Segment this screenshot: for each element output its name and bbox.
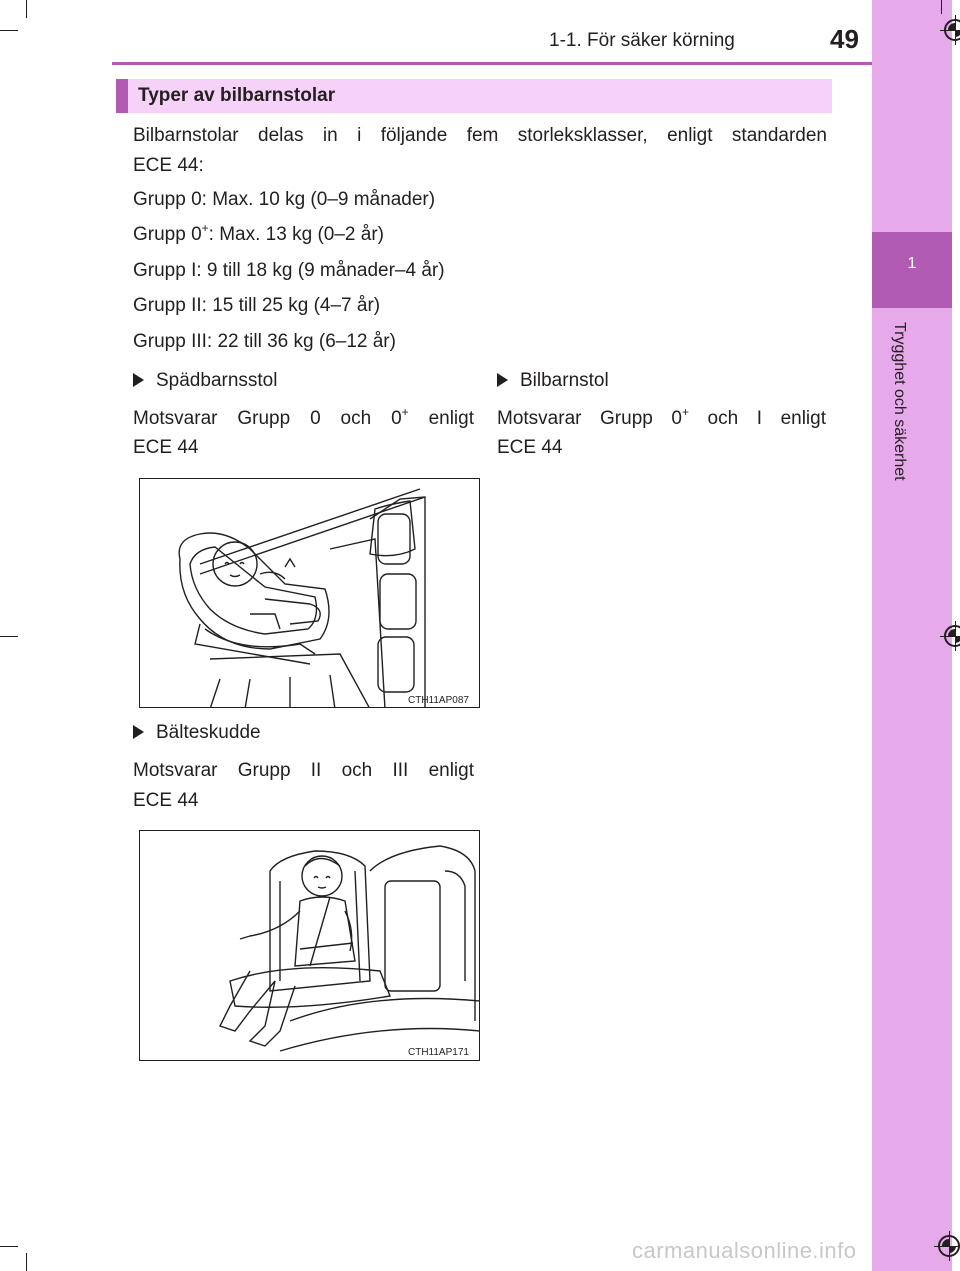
crop-mark xyxy=(26,0,27,18)
bullet-triangle-icon xyxy=(133,725,144,739)
type-heading-infant-seat: Spädbarnsstol xyxy=(133,370,277,392)
infant-seat-drawing xyxy=(140,479,480,708)
registration-mark-icon xyxy=(938,1235,960,1257)
type-desc-line: Motsvarar Grupp 0+ och I enligt xyxy=(497,405,826,429)
bullet-triangle-icon xyxy=(497,373,508,387)
chapter-number: 1 xyxy=(907,255,917,272)
crop-mark xyxy=(0,30,18,31)
type-desc-line: Motsvarar Grupp II och III enligt xyxy=(133,760,474,781)
crop-mark xyxy=(0,1246,18,1247)
intro-line-2: ECE 44: xyxy=(133,155,204,176)
booster-cushion-drawing xyxy=(140,831,480,1061)
running-header: 1-1. För säker körning xyxy=(549,30,735,51)
type-desc-line: ECE 44 xyxy=(133,437,199,458)
registration-mark-icon xyxy=(944,19,960,41)
type-heading-booster-cushion: Bälteskudde xyxy=(133,722,261,744)
figure-code: CTH11AP087 xyxy=(408,695,469,706)
type-heading-child-seat: Bilbarnstol xyxy=(497,370,609,392)
type-desc-line: Motsvarar Grupp 0 och 0+ enligt xyxy=(133,405,474,429)
bullet-triangle-icon xyxy=(133,373,144,387)
booster-cushion-illustration xyxy=(139,830,480,1061)
type-desc-line: ECE 44 xyxy=(497,437,563,458)
figure-code: CTH11AP171 xyxy=(408,1047,469,1058)
group-item: Grupp 0+: Max. 13 kg (0–2 år) xyxy=(133,221,384,245)
page-number: 49 xyxy=(830,24,859,54)
group-item: Grupp I: 9 till 18 kg (9 månader–4 år) xyxy=(133,260,445,281)
registration-mark-icon xyxy=(944,625,960,647)
group-item: Grupp III: 22 till 36 kg (6–12 år) xyxy=(133,331,396,352)
infant-seat-illustration xyxy=(139,478,480,708)
header-rule xyxy=(112,62,872,65)
group-item: Grupp II: 15 till 25 kg (4–7 år) xyxy=(133,295,381,316)
crop-mark xyxy=(26,1253,27,1271)
crop-mark xyxy=(0,636,18,637)
crop-mark xyxy=(941,0,942,14)
watermark: carmanualsonline.info xyxy=(632,1238,857,1263)
section-heading-bar xyxy=(116,79,832,113)
group-item: Grupp 0: Max. 10 kg (0–9 månader) xyxy=(133,189,436,210)
intro-line-1: Bilbarnstolar delas in i följande fem storleksklasser, enligt standarden xyxy=(133,125,827,146)
type-desc-line: ECE 44 xyxy=(133,790,199,811)
section-title: Typer av bilbarnstolar xyxy=(138,85,336,106)
chapter-label: Trygghet och säkerhet xyxy=(891,322,908,481)
